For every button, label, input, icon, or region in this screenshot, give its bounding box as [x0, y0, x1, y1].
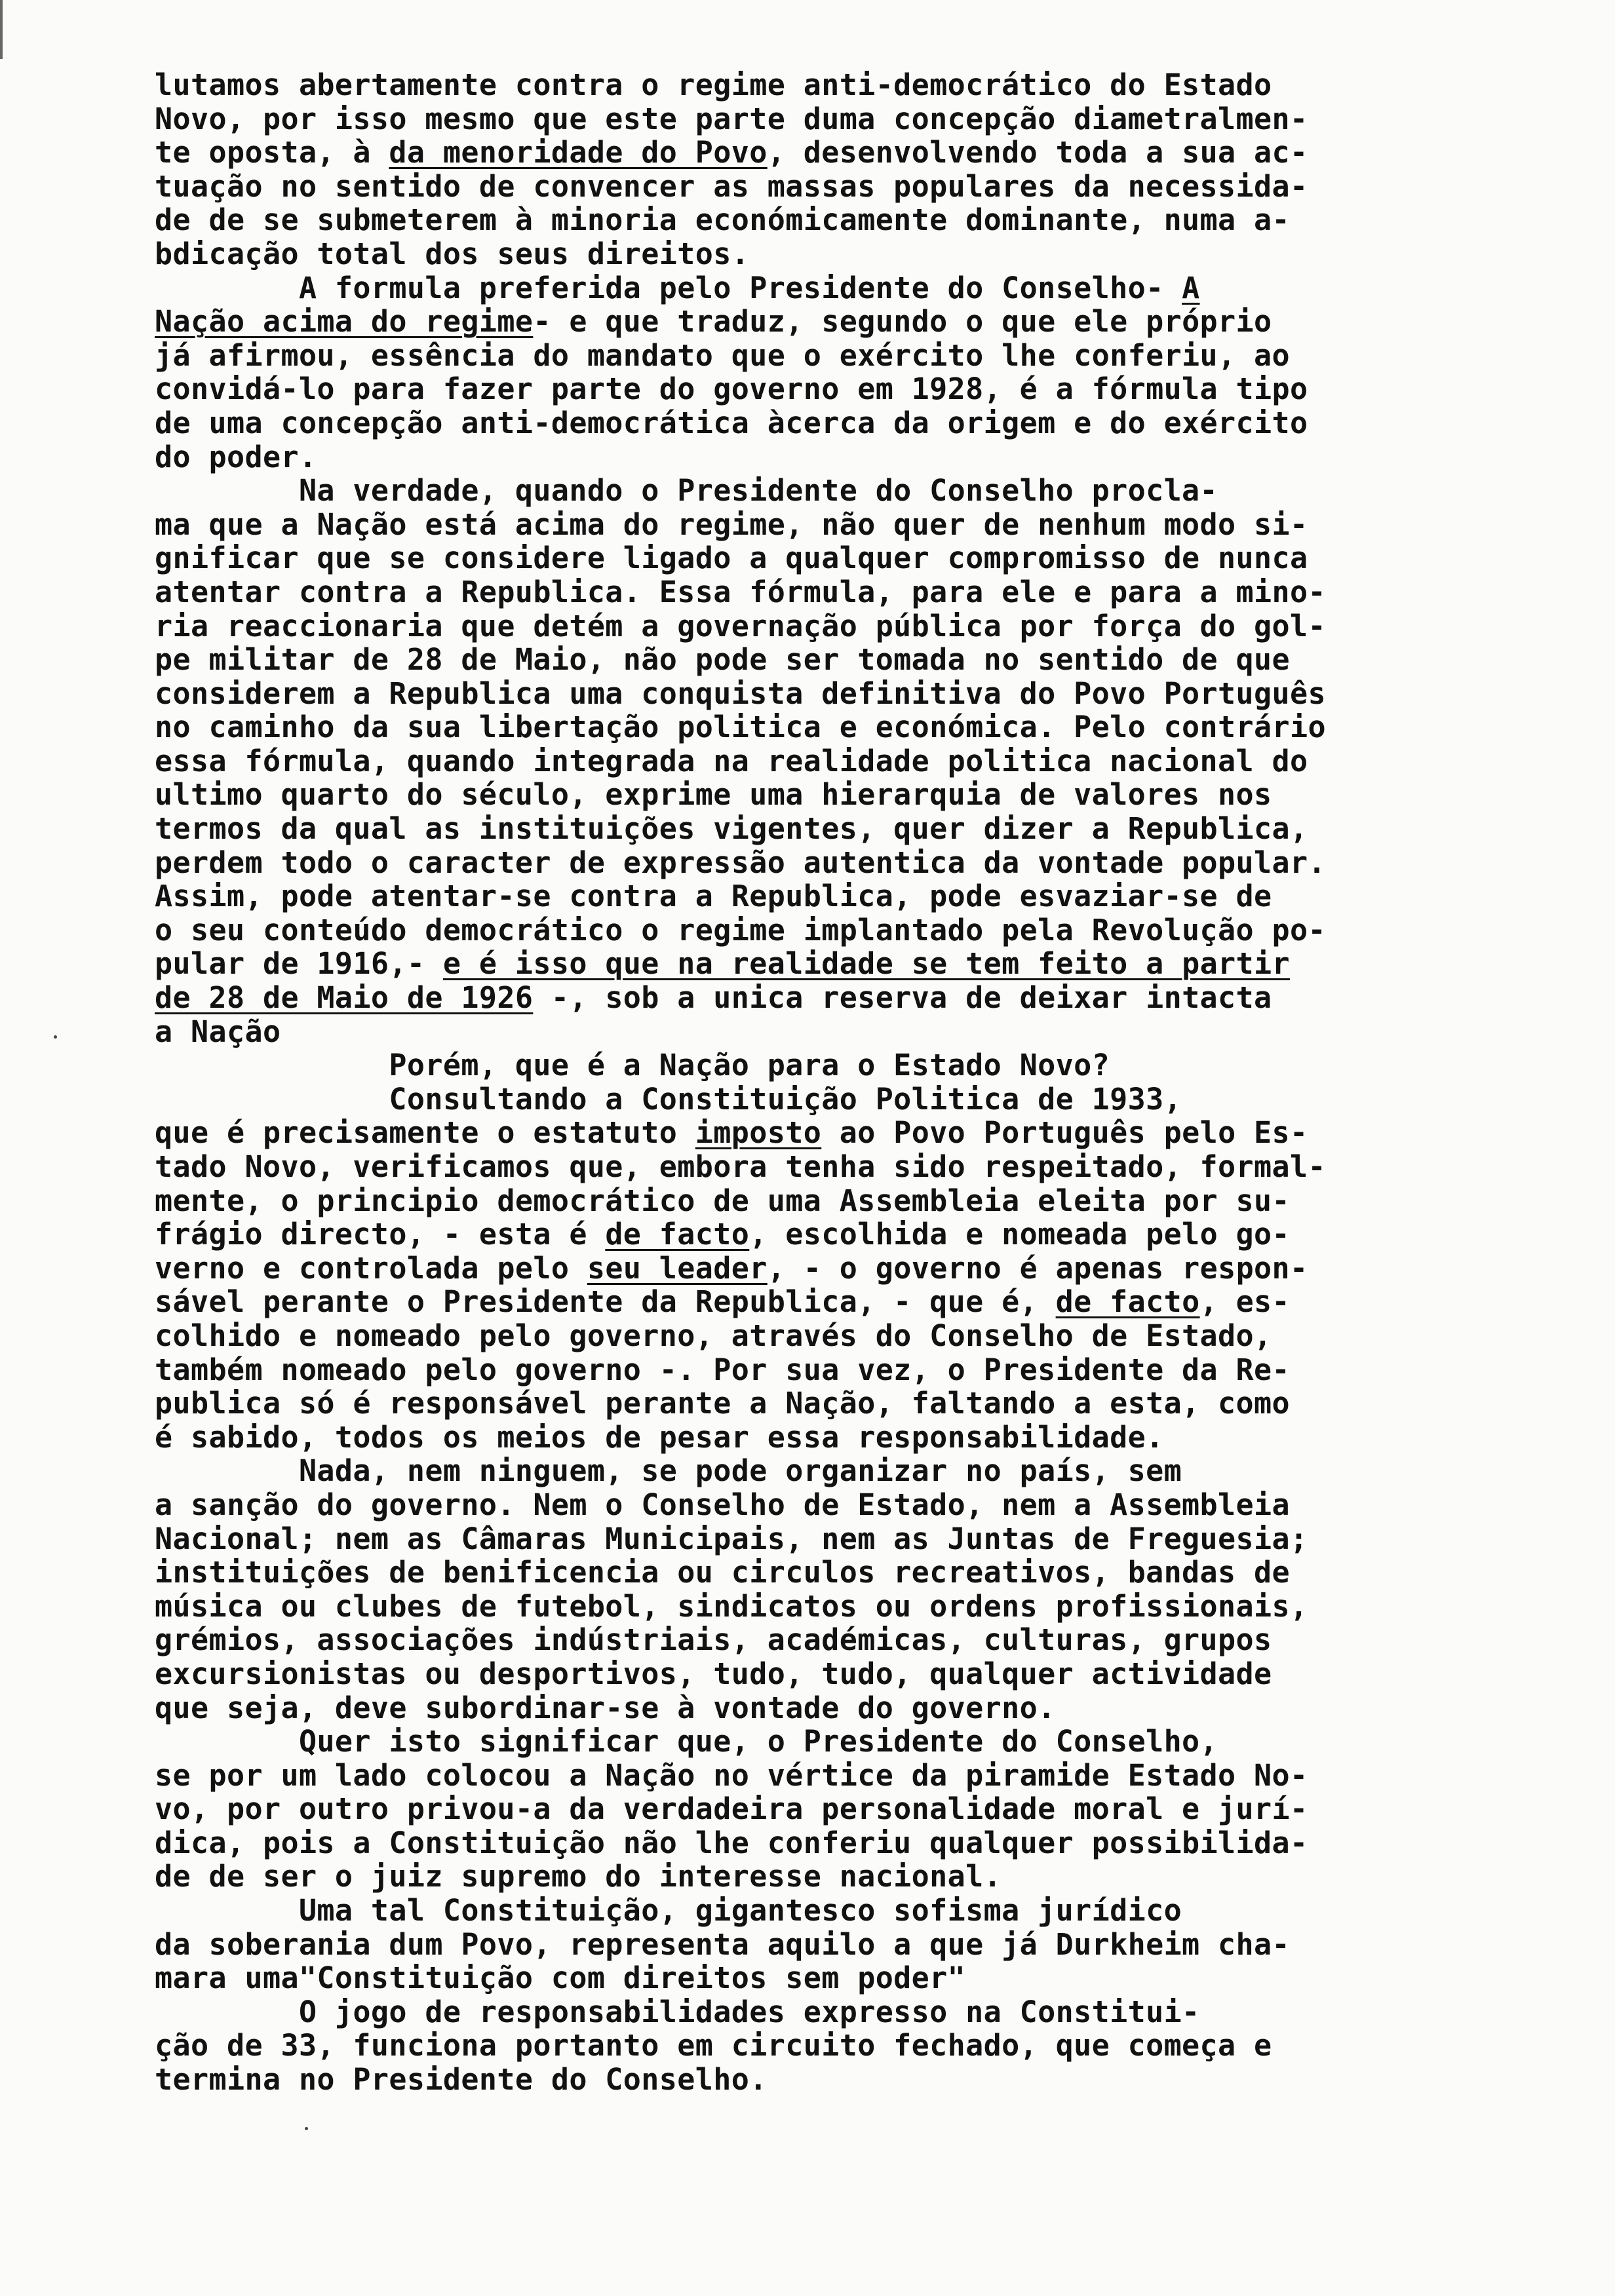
underlined-text: A: [1182, 270, 1200, 305]
line-text: instituições de benificencia ou circulos recreativos, bandas de: [155, 1555, 1291, 1590]
text-line: [155, 339, 1472, 373]
text-line: [155, 1421, 1472, 1455]
underlined-text: imposto: [695, 1115, 822, 1151]
typewritten-text-body: [155, 68, 1472, 2097]
text-line: [155, 1454, 1472, 1488]
text-line: [155, 812, 1472, 846]
text-line: [155, 372, 1472, 406]
text-line: [155, 846, 1472, 880]
line-text: de uma concepção anti-democrática àcerca da origem e do exército: [155, 405, 1308, 440]
line-text-continued: - e que traduz, segundo o que ele próprio: [533, 304, 1272, 339]
line-text: de de ser o juiz supremo do interesse nacional.: [155, 1859, 1002, 1894]
underlined-text: seu leader: [587, 1250, 768, 1286]
underlined-text: Nação acima do regime: [155, 304, 534, 339]
line-text-continued: , desenvolvendo toda a sua ac-: [767, 135, 1308, 170]
text-line: [155, 541, 1472, 575]
line-text: Uma tal Constituição, gigantesco sofisma jurídico: [155, 1893, 1182, 1928]
line-text: pe militar de 28 de Maio, não pode ser tomada no sentido de que: [155, 642, 1291, 678]
line-text-continued: -, sob a unica reserva de deixar intacta: [533, 980, 1272, 1016]
underlined-text: da menoridade do Povo: [389, 135, 768, 170]
line-text: colhido e nomeado pelo governo, através do Conselho de Estado,: [155, 1318, 1272, 1353]
line-text: que seja, deve subordinar-se à vontade do governo.: [155, 1690, 1056, 1725]
line-text: atentar contra a Republica. Essa fórmula, para ele e para a mino-: [155, 574, 1326, 609]
scan-speck: [305, 2127, 308, 2130]
text-line: [155, 203, 1472, 237]
text-line: [155, 1556, 1472, 1590]
line-text-continued: , es-: [1199, 1284, 1291, 1320]
text-line: [155, 609, 1472, 643]
text-line: [155, 1387, 1472, 1421]
text-line: [155, 271, 1472, 305]
text-line: [155, 947, 1472, 981]
text-line: [155, 1860, 1472, 1894]
line-text: Quer isto significar que, o Presidente do Conselho,: [155, 1724, 1218, 1759]
text-line: [155, 68, 1472, 102]
text-line: [155, 1691, 1472, 1725]
line-text: que é precisamente o estatuto: [155, 1115, 695, 1151]
line-text: excursionistas ou desportivos, tudo, tudo, qualquer actividade: [155, 1656, 1272, 1691]
text-line: [155, 1995, 1472, 2029]
text-line: [155, 913, 1472, 947]
text-line: [155, 879, 1472, 913]
line-text: mara uma"Constituição com direitos sem poder": [155, 1961, 966, 1996]
line-text: A formula preferida pelo Presidente do Conselho-: [155, 270, 1182, 305]
line-text: mente, o principio democrático de uma Assembleia eleita por su-: [155, 1183, 1291, 1218]
scan-edge-mark: [0, 0, 3, 59]
underlined-text: e é isso que na realidade se tem feito a partir: [442, 946, 1291, 982]
text-line: [155, 1590, 1472, 1624]
line-text: no caminho da sua libertação politica e económica. Pelo contrário: [155, 710, 1326, 745]
line-text: dica, pois a Constituição não lhe conferiu qualquer possibilida-: [155, 1825, 1308, 1860]
text-line: [155, 1353, 1472, 1387]
line-text: já afirmou, essência do mandato que o exército lhe conferiu, ao: [155, 337, 1291, 373]
text-line: [155, 1150, 1472, 1184]
text-line: [155, 1792, 1472, 1826]
line-text: Novo, por isso mesmo que este parte duma concepção diametralmen-: [155, 101, 1308, 136]
text-line: [155, 440, 1472, 474]
line-text: a Nação: [155, 1014, 281, 1049]
line-text: ma que a Nação está acima do regime, não quer de nenhum modo si-: [155, 507, 1308, 542]
text-line: [155, 1759, 1472, 1793]
line-text: perdem todo o caracter de expressão autentica da vontade popular.: [155, 845, 1326, 880]
text-line: [155, 1116, 1472, 1150]
line-text: Nacional; nem as Câmaras Municipais, nem as Juntas de Freguesia;: [155, 1521, 1308, 1556]
line-text: te oposta, à: [155, 135, 389, 170]
line-text: ria reaccionaria que detém a governação pública por força do gol-: [155, 608, 1326, 643]
line-text: lutamos abertamente contra o regime anti-democrático do Estado: [155, 67, 1272, 102]
underlined-text: de facto: [1055, 1284, 1200, 1320]
text-line: [155, 1015, 1472, 1049]
line-text: ultimo quarto do século, exprime uma hierarquia de valores nos: [155, 777, 1272, 813]
text-line: [155, 1082, 1472, 1117]
line-text: da soberania dum Povo, representa aquilo a que já Durkheim cha-: [155, 1926, 1291, 1962]
line-text: a sanção do governo. Nem o Conselho de Estado, nem a Assembleia: [155, 1487, 1291, 1522]
text-line: [155, 237, 1472, 271]
line-text: Na verdade, quando o Presidente do Conselho procla-: [155, 473, 1218, 508]
text-line: [155, 508, 1472, 542]
line-text: bdicação total dos seus direitos.: [155, 236, 750, 271]
text-line: [155, 2029, 1472, 2063]
underlined-text: de facto: [605, 1217, 750, 1252]
text-line: [155, 2063, 1472, 2097]
text-line: [155, 677, 1472, 711]
text-line: [155, 1894, 1472, 1928]
underlined-text: de 28 de Maio de 1926: [155, 980, 534, 1016]
text-line: [155, 1048, 1472, 1082]
text-line: [155, 136, 1472, 170]
text-line: [155, 102, 1472, 136]
text-line: [155, 1522, 1472, 1556]
text-line: [155, 744, 1472, 778]
text-line: [155, 1657, 1472, 1691]
line-text: tuação no sentido de convencer as massas populares da necessida-: [155, 168, 1308, 204]
text-line: [155, 778, 1472, 812]
line-text: grémios, associações indústriais, académicas, culturas, grupos: [155, 1622, 1272, 1658]
text-line: [155, 1826, 1472, 1860]
line-text: tado Novo, verificamos que, embora tenha sido respeitado, formal-: [155, 1149, 1326, 1184]
text-line: [155, 643, 1472, 677]
scan-speck: [54, 1035, 57, 1039]
line-text: Porém, que é a Nação para o Estado Novo?: [155, 1048, 1110, 1083]
line-text: considerem a Republica uma conquista definitiva do Povo Português: [155, 676, 1326, 711]
text-line: [155, 1488, 1472, 1522]
text-line: [155, 406, 1472, 440]
line-text: de de se submeterem à minoria económicamente dominante, numa a-: [155, 202, 1291, 238]
line-text: Assim, pode atentar-se contra a Republica, pode esvaziar-se de: [155, 879, 1272, 914]
line-text: ção de 33, funciona portanto em circuito fechado, que começa e: [155, 2028, 1272, 2063]
line-text: termos da qual as instituições vigentes, quer dizer a Republica,: [155, 811, 1308, 847]
text-line: [155, 1623, 1472, 1657]
text-line: [155, 1319, 1472, 1353]
line-text: verno e controlada pelo: [155, 1250, 587, 1286]
line-text: do poder.: [155, 439, 317, 474]
text-line: [155, 305, 1472, 339]
text-line: [155, 1184, 1472, 1218]
line-text: também nomeado pelo governo -. Por sua vez, o Presidente da Re-: [155, 1352, 1291, 1387]
line-text: publica só é responsável perante a Nação, faltando a esta, como: [155, 1386, 1291, 1421]
text-line: [155, 1961, 1472, 1995]
line-text: Nada, nem ninguem, se pode organizar no país, sem: [155, 1453, 1182, 1489]
text-line: [155, 710, 1472, 744]
line-text: é sabido, todos os meios de pesar essa responsabilidade.: [155, 1419, 1164, 1455]
line-text: vo, por outro privou-a da verdadeira personalidade moral e jurí-: [155, 1791, 1308, 1827]
line-text: música ou clubes de futebol, sindicatos ou ordens profissionais,: [155, 1588, 1308, 1624]
line-text: sável perante o Presidente da Republica, - que é,: [155, 1284, 1056, 1320]
text-line: [155, 1217, 1472, 1252]
line-text: termina no Presidente do Conselho.: [155, 2062, 768, 2097]
text-line: [155, 1252, 1472, 1286]
text-line: [155, 170, 1472, 204]
text-line: [155, 575, 1472, 609]
text-line: [155, 1285, 1472, 1319]
text-line: [155, 1725, 1472, 1759]
line-text: O jogo de responsabilidades expresso na Constitui-: [155, 1994, 1200, 2029]
line-text: pular de 1916,-: [155, 946, 443, 982]
line-text: se por um lado colocou a Nação no vértice da piramide Estado No-: [155, 1757, 1308, 1793]
text-line: [155, 1928, 1472, 1962]
line-text-continued: , - o governo é apenas respon-: [767, 1250, 1308, 1286]
line-text-continued: ao Povo Português pelo Es-: [821, 1115, 1308, 1151]
line-text: frágio directo, - esta é: [155, 1217, 606, 1252]
line-text: o seu conteúdo democrático o regime implantado pela Revolução po-: [155, 912, 1326, 947]
line-text: Consultando a Constituição Politica de 1933,: [155, 1081, 1182, 1117]
line-text: convidá-lo para fazer parte do governo em 1928, é a fórmula tipo: [155, 372, 1308, 407]
line-text: essa fórmula, quando integrada na realidade politica nacional do: [155, 743, 1308, 778]
text-line: [155, 981, 1472, 1015]
line-text-continued: , escolhida e nomeada pelo go-: [749, 1217, 1291, 1252]
line-text: gnificar que se considere ligado a qualquer compromisso de nunca: [155, 541, 1308, 576]
text-line: [155, 474, 1472, 508]
